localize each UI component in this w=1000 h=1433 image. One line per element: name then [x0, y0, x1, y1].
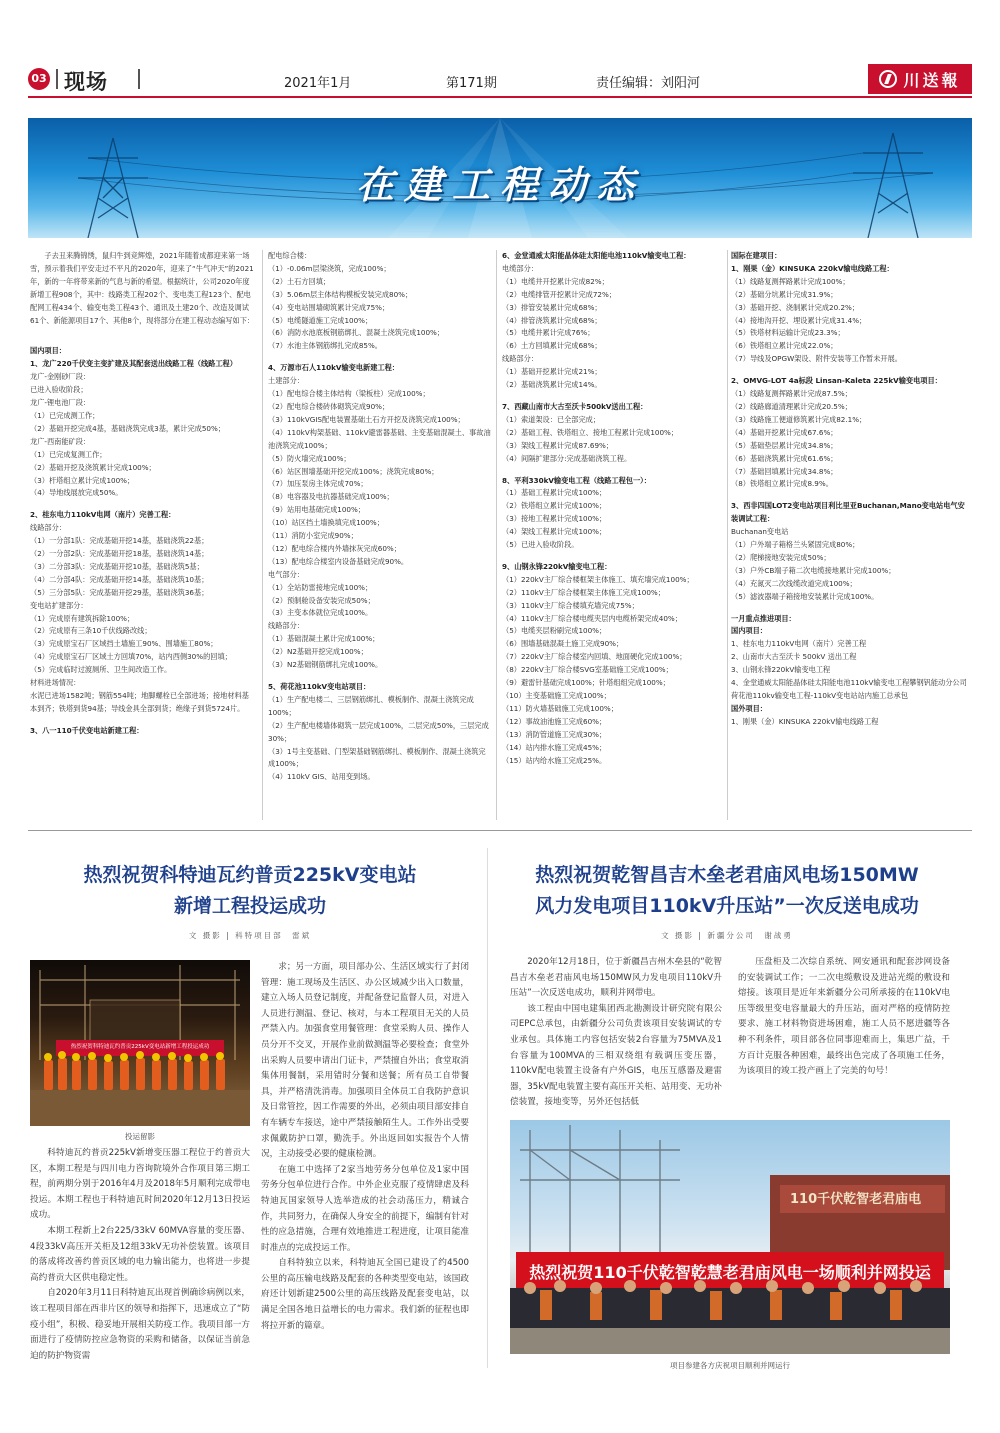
- list-line: 龙广-西南能矿段：: [30, 436, 91, 446]
- list-line: （4）基础开挖累计完成67.6%；: [731, 427, 838, 437]
- international-heading: 国际在建项目：: [731, 251, 782, 260]
- body-paragraph: 科特迪瓦约普贡225kV新增变压器工程位于约普贡大区，本期工程是与四川电力咨询院境外合作项目第三期工程，前两期分别于2016年4月及2018年5月顺利完成带电投运。本期工程也于科特迪瓦时间2020年12月13日投运成功。: [30, 1148, 250, 1221]
- list-line: 线路部分：: [268, 621, 304, 631]
- article-2-byline: 文 摄影 | 新疆分公司 谢战勇: [661, 931, 793, 940]
- list-line: （4）110kV主厂综合楼电缆夹层内电缆桥架完成40%；: [502, 613, 682, 623]
- page-number: 03: [28, 68, 50, 90]
- january-international-heading: 国外项目：: [731, 703, 767, 713]
- list-line: （2）土石方回填；: [268, 276, 331, 286]
- list-line: （1）基础开挖累计完成21%；: [502, 367, 602, 377]
- list-line: （4）接地沟开挖、埋设累计完成31.4%；: [731, 315, 867, 325]
- project-title: 8、平利330kV输变电工程（线路工程包一）：: [502, 475, 651, 485]
- january-domestic-heading: 国内项目：: [731, 626, 767, 636]
- list-line: （7）220kV主厂综合楼室内回填、地面硬化完成100%；: [502, 652, 687, 662]
- issue-date: 2021年1月: [284, 76, 352, 91]
- list-line: （3）1号主变基础、门型架基础钢筋绑扎、模板制作、混凝土浇筑完成100%；: [268, 746, 486, 769]
- list-line: （11）防火墙基础施工完成100%；: [502, 703, 618, 713]
- section-banner: [28, 118, 972, 238]
- article-1-photo-caption: 投运留影: [125, 1132, 155, 1141]
- photo-banner-text: 热烈祝贺科特迪瓦约普贡225kV变电站新增工程投运成功: [70, 1044, 210, 1050]
- list-line: （1）已完成测工作；: [30, 410, 100, 420]
- list-line: （7）导线及OPGW架设、附件安装等工作暂未开展。: [731, 354, 902, 364]
- section-rule: [28, 830, 972, 831]
- project-4-lines: [268, 375, 492, 672]
- project-title: 6、金堂通威太阳能晶体硅太阳能电池110kV输变电工程：: [502, 251, 691, 260]
- project-8-lines: [502, 487, 724, 552]
- body-paragraph: 在施工中选择了2家当地劳务分包单位及1家中国劳务分包单位进行合作。中外企业克服了疫情肆虐及科特迪瓦国家领导人选举造成的社会动荡压力，精诚合作，共同努力，在确保人身安全的前提下，编制有针对性的应急措施，合理有效地推进工程进度，让项目能准时准点的完成投运工作。: [261, 1164, 469, 1253]
- article-2-title: [500, 860, 954, 922]
- header-divider: [138, 69, 140, 89]
- issue-number: 第171期: [446, 76, 497, 91]
- list-line: （1）索道架设：已全部完成；: [502, 414, 601, 424]
- january-international-list: [731, 716, 969, 729]
- domestic-heading: 国内项目：: [30, 346, 66, 356]
- list-line: （7）基础回填累计完成34.8%；: [731, 466, 838, 476]
- project-6-lines: [502, 263, 724, 392]
- article-1-photo: [30, 960, 250, 1126]
- list-line: （6）站区围墙基础开挖完成100%；浇筑完成80%；: [268, 466, 439, 476]
- list-line: （3）线路施工便道修筑累计完成82.1%；: [731, 414, 867, 424]
- list-line: （4）变电站围墙砌筑累计完成75%；: [268, 302, 390, 312]
- column-4: [731, 250, 969, 729]
- list-line: （5）防火墙完成100%；: [268, 453, 351, 463]
- list-line: （3）完成原宝石厂区域挡土墙施工90%、围墙施工80%；: [30, 639, 218, 649]
- list-line: （10）主变基础施工完成100%；: [502, 691, 611, 700]
- list-line: 2、山南市大古至沃卡 500kV 送出工程: [731, 652, 857, 662]
- body-paragraph: 压盘柜及二次综自系统、网安通讯和配套涉网设备的安装调试工作；一二次电缆敷设及进站光缆的敷设和熔接。该项目是近年来新疆分公司所承接的在110kV电压等级里变电容量最大的升压站，面对严格的疫情防控要求、施工材料物资进场困难，施工人员不愿进疆等各种不利条件，项目部各位同事迎难而上，集思广益，千方百计克服各种困难，最终出色完成了各项施工任务，为该项目的竣工投产画上了完美的句号！: [738, 957, 950, 1077]
- list-line: （4）二分部4队：完成基础开挖14基，基础浇筑10基；: [30, 574, 209, 584]
- list-line: （6）围墙基础混凝土施工完成90%；: [502, 639, 624, 649]
- list-line: （3）户外CB端子箱二次电缆接地累计完成100%；: [731, 565, 896, 575]
- list-line: （2）铁塔组立累计完成100%；: [502, 501, 607, 511]
- list-line: （5）铁塔材料运输计完成23.3%；: [731, 328, 845, 338]
- column-3: [502, 250, 724, 767]
- list-line: 材料进场情况：: [30, 678, 81, 688]
- list-line: （1）配电综合楼主体结构（梁板柱）完成100%；: [268, 389, 430, 399]
- list-line: （12）事故油池施工完成60%；: [502, 716, 607, 726]
- body-paragraph: 自2020年3月11日科特迪瓦出现首例确诊病例以来，该工程项目部在西非片区的领导和指挥下，迅速成立了“防疫小组”，积极、稳妥地开展相关防疫工作。我项目部一方面进行了疫情防控应急物资的采购和储备，以保证当前急迫的防护物资需: [30, 1288, 250, 1361]
- column-1: [30, 250, 256, 738]
- project-title: 2、桂东电力110kV电网（南片）完善工程：: [30, 510, 176, 520]
- list-line: （3）110kVGIS配电装置基础土石方开挖及浇筑完成100%；: [268, 414, 465, 424]
- list-line: 电气部分：: [268, 569, 304, 579]
- list-line: （3）二分部3队：完成基础开挖10基，基础浇筑5基；: [30, 561, 204, 571]
- list-line: （1）220kV主厂综合楼框架主体施工、填充墙完成100%；: [502, 574, 694, 584]
- project-7-lines: [502, 414, 724, 466]
- page-header: [28, 64, 972, 98]
- list-line: （3）N2基础钢筋绑扎完成100%。: [268, 660, 383, 670]
- project-title: 3、西非四国LOT2变电站项目利比里亚Buchanan,Mano变电站电气安装调试工程：: [731, 501, 965, 524]
- project-2-lines: [30, 522, 256, 716]
- list-line: （6）铁塔组立累计完成22.0%；: [731, 341, 838, 351]
- intro-paragraph: 子去丑来腾锦绣，鼠归牛到竞辉煌，2021年随着成都迎来第一场雪，预示着我们平安走过不平凡的2020年，迎来了“牛气冲天”的2021年，新的一年将带来新的气息与新的希望。根据统计，公司2020年度新增工程908个，其中：线路类工程202个、变电类工程123个、配电配网工程434个、输变电类工程43个、通讯及土建20个、改造及调试61个、新能源项目17个、其他8个，现将部分在建工程动态编写如下：: [30, 251, 255, 325]
- body-paragraph: 本期工程新上2台225/33kV 60MVA容量的变压器、4段33kV高压开关柜及12组33kV无功补偿装置。该项目的落成将改善约普贡区域的电力输出能力，也将进一步提高约普贡大区供电稳定性。: [30, 1225, 250, 1283]
- list-line: （6）消防水池底板钢筋绑扎、混凝土浇筑完成100%；: [268, 328, 445, 338]
- list-line: （6）土方回填累计完成68%；: [502, 341, 602, 351]
- article-2-title-line: 热烈祝贺乾智昌吉木垒老君庙风电场150MW: [535, 864, 919, 886]
- list-line: （2）线路廊道清理累计完成20.5%；: [731, 401, 852, 411]
- section-name: 现场: [64, 70, 108, 94]
- project-1-lines: [30, 371, 256, 500]
- project-title: 1、龙广220千伏变主变扩建及其配套送出线路工程（线路工程）: [30, 359, 237, 369]
- list-line: （5）电缆井累计完成76%；: [502, 328, 595, 338]
- list-line: （12）配电综合楼内外墙抹灰完成60%；: [268, 543, 401, 553]
- list-line: （1）户外端子箱格兰头紧固完成80%；: [731, 540, 860, 550]
- list-line: （7）加压泵房主体完成70%；: [268, 479, 368, 489]
- list-line: （11）消防小室完成90%；: [268, 531, 358, 541]
- list-line: 水泥已进场1582吨；钢筋554吨；地脚螺栓已全部进场；接地材料基本到齐；铁塔到货94基；导线金具全部到货；绝缘子到货5724片。: [30, 691, 249, 713]
- list-line: （2）一分部2队：完成基础开挖18基，基础浇筑14基；: [30, 549, 209, 559]
- list-line: （2）基础浇筑累计完成14%。: [502, 380, 602, 390]
- list-line: （5）三分部5队：完成基础开挖29基，基础浇筑36基；: [30, 587, 209, 597]
- column-divider: [727, 250, 728, 820]
- list-line: （2）爬梯接地安装完成50%；: [731, 552, 831, 562]
- banner-title: 在建工程动态: [355, 163, 644, 207]
- article-1-title-line: 新增工程投运成功: [173, 895, 326, 917]
- list-line: （3）架线工程累计完成87.69%；: [502, 440, 614, 450]
- list-line: （5）滤波器端子箱接地安装累计完成100%。: [731, 591, 879, 601]
- photo-banner-text: 热烈祝贺110千伏乾智乾慧老君庙风电一场顺利并网投运: [529, 1263, 931, 1282]
- list-line: （4）110kV GIS、站用变到场。: [268, 772, 375, 782]
- body-paragraph: 求；另一方面，项目部办公、生活区域实行了封闭管理：施工现场及生活区、办公区域减少出入口数量，建立入场人员登记制度，并配备登记监督人员，对进入人员进行测温、登记、核对，与本工程项目无关的人员严禁入内。加强食堂用餐管理：食堂采购人员、操作人员分开不交叉，开展作业前做测温等必要检查；食堂外出采购人员要申请出门证卡，严禁擅自外出；食堂取消集体用餐制，采用错时分餐和送餐；所有员工自带餐具，并严格清洗消毒。加强项目全体员工自我防护意识及日常管控，因工作需要的外出，必须由项目部安排自有车辆专车接送，途中严禁接触陌生人。工作外出受要求佩戴防护口罩，勤洗手。外出返回如实报告个人情况，主动接受必要的健康检测。: [261, 962, 469, 1160]
- list-line: （2）110kV主厂综合楼框架主体施工完成100%；: [502, 587, 665, 597]
- article-1-byline: 文 摄影 | 科特项目部 雷斌: [188, 931, 312, 940]
- logo-icon: [879, 70, 897, 88]
- list-line: （1）-0.06m层梁浇筑，完成100%；: [268, 263, 391, 273]
- list-line: （4）间隔扩建部分:完成基础浇筑工程。: [502, 453, 632, 463]
- list-line: （3）110kV主厂综合楼填充墙完成75%；: [502, 600, 639, 610]
- list-line: Buchanan变电站: [731, 527, 789, 537]
- project-3-lines: [268, 250, 492, 353]
- january-focus-heading: 一月重点推进项目：: [731, 613, 796, 623]
- list-line: 3、山钢永锋220kV输变电工程: [731, 665, 831, 675]
- project-title: 9、山钢永锋220kV输变电工程：: [502, 561, 612, 571]
- list-line: （1）完成原有建筑拆除100%；: [30, 613, 135, 623]
- list-line: （3）基础开挖、浇制累计完成20.2%；: [731, 302, 860, 312]
- list-line: 线路部分：: [502, 354, 538, 364]
- list-line: （1）一分部1队：完成基础开挖14基，基础浇筑22基；: [30, 536, 209, 546]
- photo-building-sign: 110千伏乾智老君庙电: [790, 1192, 922, 1207]
- project-title: 7、西藏山南市大古至沃卡500kV送出工程：: [502, 401, 648, 411]
- list-line: （5）电缆夹层粉刷完成100%；: [502, 626, 607, 636]
- booster-station-group-photo: [510, 1120, 950, 1354]
- list-line: （13）配电综合楼室内设备基础完成90%。: [268, 556, 409, 566]
- list-line: 龙广-锂电池厂段：: [30, 398, 91, 408]
- list-line: 变电站扩建部分：: [30, 600, 88, 610]
- list-line: （2）完成原有三条10千伏线路改线；: [30, 626, 152, 636]
- article-2-body-left: [510, 955, 722, 1111]
- list-line: （3）排管安装累计完成68%；: [502, 302, 602, 312]
- list-line: （4）完成原宝石厂区域土方回填70%，站内西侧30%的回填；: [30, 652, 232, 662]
- list-line: （1）基础混凝土累计完成100%；: [268, 634, 380, 644]
- newspaper-logo: [868, 64, 972, 94]
- list-line: （13）消防管道施工完成30%；: [502, 729, 607, 739]
- list-line: （4）充氮灭二次线缆改道完成100%；: [731, 578, 857, 588]
- list-line: （2）预制舱设备安装完成50%；: [268, 595, 375, 605]
- intl-project-3-lines: [731, 526, 969, 603]
- list-line: （4）导地线展放完成50%。: [30, 488, 123, 498]
- article-divider: [487, 848, 488, 1368]
- list-line: （2）N2基础开挖完成100%；: [268, 647, 368, 657]
- header-divider: [56, 69, 58, 89]
- article-1-title: [30, 860, 470, 922]
- article-2-photo: [510, 1120, 950, 1354]
- list-line: 线路部分：: [30, 523, 66, 533]
- article-2-title-line: 风力发电项目110kV升压站”一次反送电成功: [535, 895, 919, 917]
- list-line: （3）5.06m层主体结构模板安装完成80%；: [268, 289, 413, 299]
- list-line: （4）110kV构架基础、110kV避雷器基础、主变基础混凝土、事故油池浇筑完成100%；: [268, 427, 491, 450]
- list-line: 1、桂东电力110kV电网（南片）完善工程: [731, 639, 867, 649]
- list-line: （1）生产配电楼二、三层钢筋绑扎、模板制作、混凝土浇筑完成100%；: [268, 694, 474, 717]
- project-title: 2、OMVG-LOT 4a标段 Linsan-Kaleta 225kV输变电项目：: [731, 376, 942, 386]
- list-line: （2）电缆排管开挖累计完成72%；: [502, 289, 616, 299]
- list-line: （1）基础工程累计完成100%；: [502, 488, 607, 498]
- intl-project-1-lines: [731, 276, 969, 366]
- project-9-lines: [502, 574, 724, 768]
- header-rule: [28, 96, 972, 98]
- project-title: 1、刚果（金）KINSUKA 220kV输电线路工程：: [731, 263, 894, 273]
- body-paragraph: 自科特独立以来，科特迪瓦全国已建设了约4500公里的高压输电线路及配套的各种类型变电站，该国政府还计划新建2500公里的高压线路及配套变电站，以满足全国各地日益增长的电力需求。我们新的征程也即将拉开新的篇章。: [261, 1258, 469, 1331]
- list-line: （2）配电综合楼砖体砌筑完成90%；: [268, 401, 390, 411]
- project-5-lines: [268, 694, 492, 784]
- article-2-body-right: [738, 955, 950, 1080]
- list-line: （1）已完成复测工作；: [30, 449, 107, 459]
- list-line: （15）站内给水施工完成25%。: [502, 755, 607, 765]
- list-line: （5）电缆隧道施工完成100%；: [268, 315, 373, 325]
- list-line: 配电综合楼：: [268, 251, 312, 260]
- list-line: 4、金堂通威太阳能晶体硅太阳能电池110kV输变电工程攀钢钒能动分公司荷花池110kv输变电工程-110kV变电站站内施工总承包: [731, 678, 967, 700]
- list-line: （5）已进入验收阶段。: [502, 540, 579, 550]
- body-paragraph: 2020年12月18日，位于新疆昌吉州木垒县的“乾智昌吉木垒老君庙风电场150MW风力发电项目110kV升压站”一次反送电成功，顺利并网带电。: [510, 957, 722, 999]
- responsible-editor: 责任编辑：刘阳河: [596, 76, 701, 91]
- project-title: 4、万源市石人110kV输变电新建工程：: [268, 363, 399, 373]
- list-line: （14）站内排水施工完成45%；: [502, 742, 607, 752]
- list-line: （2）基础开挖完成4基，基础浇筑完成3基，累计完成50%；: [30, 423, 226, 433]
- column-2: [268, 250, 492, 784]
- list-line: （1）线路复测挥路累计完成87.5%；: [731, 389, 852, 399]
- list-line: （8）220kV主厂综合楼SVG室基础施工完成100%；: [502, 665, 673, 675]
- list-line: （1）线路复测挥路累计完成100%；: [731, 276, 850, 286]
- article-1-title-line: 热烈祝贺科特迪瓦约普贡225kV变电站: [83, 864, 417, 886]
- list-line: 土建部分：: [268, 376, 304, 386]
- list-line: （3）主变本体就位完成100%。: [268, 608, 373, 618]
- list-line: （5）基础垫层累计完成34.8%；: [731, 440, 838, 450]
- logo-text: 川送報: [903, 70, 961, 90]
- list-line: （1）电缆井开挖累计完成82%；: [502, 276, 609, 286]
- list-line: （9）避雷针基础完成100%；针塔组组完成100%；: [502, 678, 670, 688]
- list-line: （10）站区挡土墙换填完成100%；: [268, 518, 384, 528]
- project-title: 3、八一110千伏变电站新建工程：: [30, 725, 144, 735]
- project-title: 5、荷花池110kV变电站项目：: [268, 682, 371, 691]
- list-line: （6）基础浇筑累计完成61.6%；: [731, 453, 838, 463]
- list-line: （4）排管浇筑累计完成68%；: [502, 315, 602, 325]
- article-2-photo-caption: 项目参建各方庆祝项目顺利并网运行: [670, 1361, 790, 1370]
- column-divider: [496, 250, 497, 820]
- list-line: （7）水池主体钢筋绑扎完成85%。: [268, 341, 382, 351]
- body-paragraph: 该工程由中国电建集团西北勘测设计研究院有限公司EPC总承包，由新疆分公司负责该项目安装调试的专业承包。具体施工内容包括安装2台容量为75MVA及1台容量为100MVA的三相双绕组有载调压变压器，110kV配电装置主设备有户外GIS，电压互感器及避雷器，35kV配电装置主要有高压开关柜、站用变、无功补偿装置，接地变等，另外还包括低: [510, 1003, 722, 1108]
- january-domestic-list: [731, 638, 969, 703]
- article-1-body-right: [261, 960, 469, 1334]
- list-line: （1）全站防雷接地完成100%；: [268, 582, 373, 592]
- column-divider: [262, 250, 263, 820]
- list-line: （2）基础分坑累计完成31.9%；: [731, 289, 838, 299]
- list-line: （2）基础工程、铁塔组立、接地工程累计完成100%；: [502, 427, 679, 437]
- list-line: 已进入验收阶段；: [30, 385, 88, 395]
- list-line: （3）接地工程累计完成100%；: [502, 514, 607, 524]
- list-line: 龙广-金刚砂厂段：: [30, 372, 91, 382]
- intl-project-2-lines: [731, 388, 969, 491]
- article-1-body-left: [30, 1146, 250, 1364]
- list-line: （5）完成临时过渡厕所、卫生间改造工作。: [30, 665, 172, 675]
- list-line: （8）铁塔组立累计完成8.9%。: [731, 479, 833, 489]
- list-line: 1、刚果（金）KINSUKA 220kV输电线路工程: [731, 716, 879, 726]
- list-line: （3）杆塔组立累计完成100%；: [30, 475, 135, 485]
- list-line: （8）电容器及电抗器基础完成100%；: [268, 492, 394, 502]
- list-line: （2）基础开挖及浇筑累计完成100%；: [30, 462, 156, 472]
- list-line: （2）生产配电楼墙体砌筑一层完成100%，二层完成50%，三层完成30%；: [268, 720, 489, 743]
- list-line: （9）站用电基础完成100%；: [268, 505, 365, 515]
- list-line: （4）架线工程累计完成100%；: [502, 527, 607, 537]
- list-line: 电缆部分：: [502, 263, 538, 273]
